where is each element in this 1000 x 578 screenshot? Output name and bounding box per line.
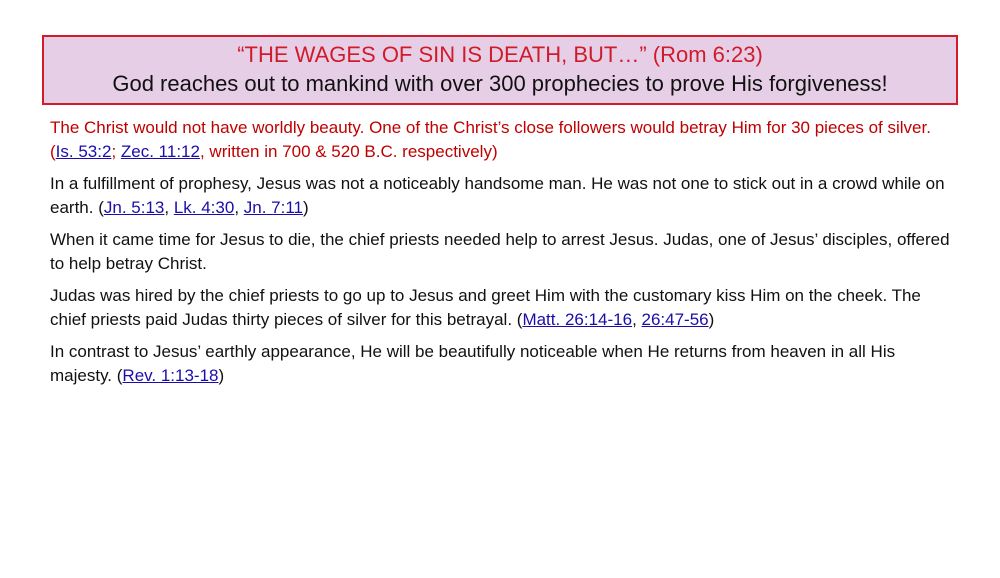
paragraph-text: Judas was hired by the chief priests to go up to Jesus and greet Him with the customary kiss Him on the cheek. The chief priests paid Judas thirty pieces of silver for this betrayal. ( xyxy=(50,286,921,329)
paragraph-betrayal xyxy=(50,284,955,332)
scripture-link-lk-4-30[interactable]: Lk. 4:30 xyxy=(173,198,235,217)
separator: , xyxy=(632,310,642,329)
scripture-link-jn-7-11[interactable]: Jn. 7:11 xyxy=(243,198,303,217)
title-line-2: God reaches out to mankind with over 300 prophecies to prove His forgiveness! xyxy=(112,71,888,96)
paragraph-fulfillment xyxy=(50,172,955,220)
title-line-1: “THE WAGES OF SIN IS DEATH, BUT…” (Rom 6:23) xyxy=(237,42,763,67)
scripture-link-26-47[interactable]: 26:47-56 xyxy=(641,310,709,329)
scripture-link-jn-5-13[interactable]: Jn. 5:13 xyxy=(103,198,165,217)
scripture-link-zec-11-12[interactable]: Zec. 11:12 xyxy=(120,142,200,161)
title-box xyxy=(42,35,958,105)
paragraph-text: ) xyxy=(218,366,225,385)
paragraph-return xyxy=(50,340,955,388)
scripture-link-matt-26-14[interactable]: Matt. 26:14-16 xyxy=(522,310,633,329)
paragraph-text: , written in 700 & 520 B.C. respectively) xyxy=(199,142,498,161)
content-body xyxy=(50,116,955,396)
separator: , xyxy=(234,198,244,217)
paragraph-arrest: When it came time for Jesus to die, the chief priests needed help to arrest Jesus. Judas, one of Jesus’ disciples, offered to help betray Christ. xyxy=(50,230,950,273)
paragraph-prophecy xyxy=(50,116,955,164)
separator: ; xyxy=(111,142,121,161)
paragraph-text: ) xyxy=(303,198,309,217)
paragraph-text: ) xyxy=(708,310,715,329)
paragraph-text: The Christ would not have worldly beauty. One of the Christ’s close followers would betray Him for 30 pieces of silver. ( xyxy=(50,118,931,161)
paragraph-text: In contrast to Jesus’ earthly appearance, He will be beautifully noticeable when He returns from heaven in all His majesty. ( xyxy=(50,342,896,385)
separator: , xyxy=(164,198,174,217)
scripture-link-rev-1-13[interactable]: Rev. 1:13-18 xyxy=(122,366,219,385)
scripture-link-is-53-2[interactable]: Is. 53:2 xyxy=(55,142,112,161)
paragraph-text: In a fulfillment of prophesy, Jesus was not a noticeably handsome man. He was not one to stick out in a crowd while on earth. ( xyxy=(50,174,945,217)
